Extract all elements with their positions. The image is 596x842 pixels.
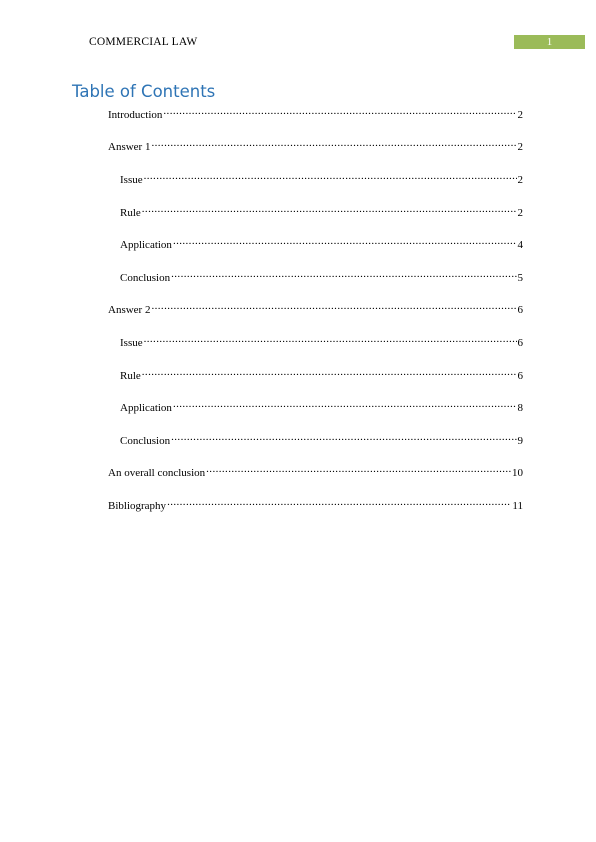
toc-entry-page: 11 (512, 500, 523, 512)
toc-entry-page: 2 (517, 174, 523, 186)
toc-entry-page: 2 (517, 141, 523, 153)
toc-entry-label: Bibliography (108, 500, 167, 512)
toc-entry-page: 2 (517, 109, 523, 121)
toc-entry-page: 6 (517, 304, 523, 316)
toc-leader-dots (206, 462, 511, 476)
toc-entry-issue-1[interactable] (120, 169, 523, 187)
toc-entry-answer-2[interactable] (108, 299, 523, 317)
toc-entry-label: Answer 2 (108, 304, 151, 316)
toc-leader-dots (142, 365, 517, 379)
toc-entry-page: 8 (517, 402, 523, 414)
toc-entry-label: Rule (120, 370, 141, 382)
toc-entry-page: 6 (517, 337, 523, 349)
toc-leader-dots (144, 169, 517, 183)
toc-entry-label: Answer 1 (108, 141, 151, 153)
page-number-badge: 1 (514, 35, 585, 49)
toc-heading: Table of Contents (72, 82, 216, 101)
toc-entry-page: 9 (517, 435, 523, 447)
toc-entry-rule-2[interactable] (120, 365, 523, 383)
toc-entry-label: Rule (120, 207, 141, 219)
toc-entry-application-2[interactable] (120, 397, 523, 415)
toc-entry-bibliography[interactable] (108, 495, 523, 513)
toc-entry-answer-1[interactable] (108, 136, 523, 154)
toc-entry-rule-1[interactable] (120, 202, 523, 220)
toc-leader-dots (151, 136, 516, 150)
toc-leader-dots (144, 332, 517, 346)
toc-leader-dots (171, 430, 516, 444)
toc-entry-label: Conclusion (120, 272, 171, 284)
toc-entry-page: 6 (517, 370, 523, 382)
toc-entry-issue-2[interactable] (120, 332, 523, 350)
toc-entry-label: Issue (120, 337, 143, 349)
toc-entry-page: 10 (512, 467, 523, 479)
toc-leader-dots (173, 234, 517, 248)
toc-entry-label: Introduction (108, 109, 163, 121)
running-header-title: COMMERCIAL LAW (89, 36, 198, 48)
toc-entry-label: An overall conclusion (108, 467, 206, 479)
toc-entry-page: 4 (517, 239, 523, 251)
toc-leader-dots (173, 397, 517, 411)
toc-entry-label: Issue (120, 174, 143, 186)
toc-entry-page: 5 (517, 272, 523, 284)
toc-entry-label: Conclusion (120, 435, 171, 447)
toc-entry-label: Application (120, 402, 172, 414)
toc-entry-overall-conclusion[interactable] (108, 462, 523, 480)
toc-entry-conclusion-1[interactable] (120, 267, 523, 285)
toc-entry-conclusion-2[interactable] (120, 430, 523, 448)
toc-leader-dots (142, 202, 517, 216)
toc-leader-dots (151, 299, 516, 313)
toc-leader-dots (167, 495, 511, 509)
toc-entry-application-1[interactable] (120, 234, 523, 252)
toc-entry-page: 2 (517, 207, 523, 219)
toc-leader-dots (163, 104, 516, 118)
toc-entry-introduction[interactable] (108, 104, 523, 122)
toc-leader-dots (171, 267, 516, 281)
toc-entry-label: Application (120, 239, 172, 251)
